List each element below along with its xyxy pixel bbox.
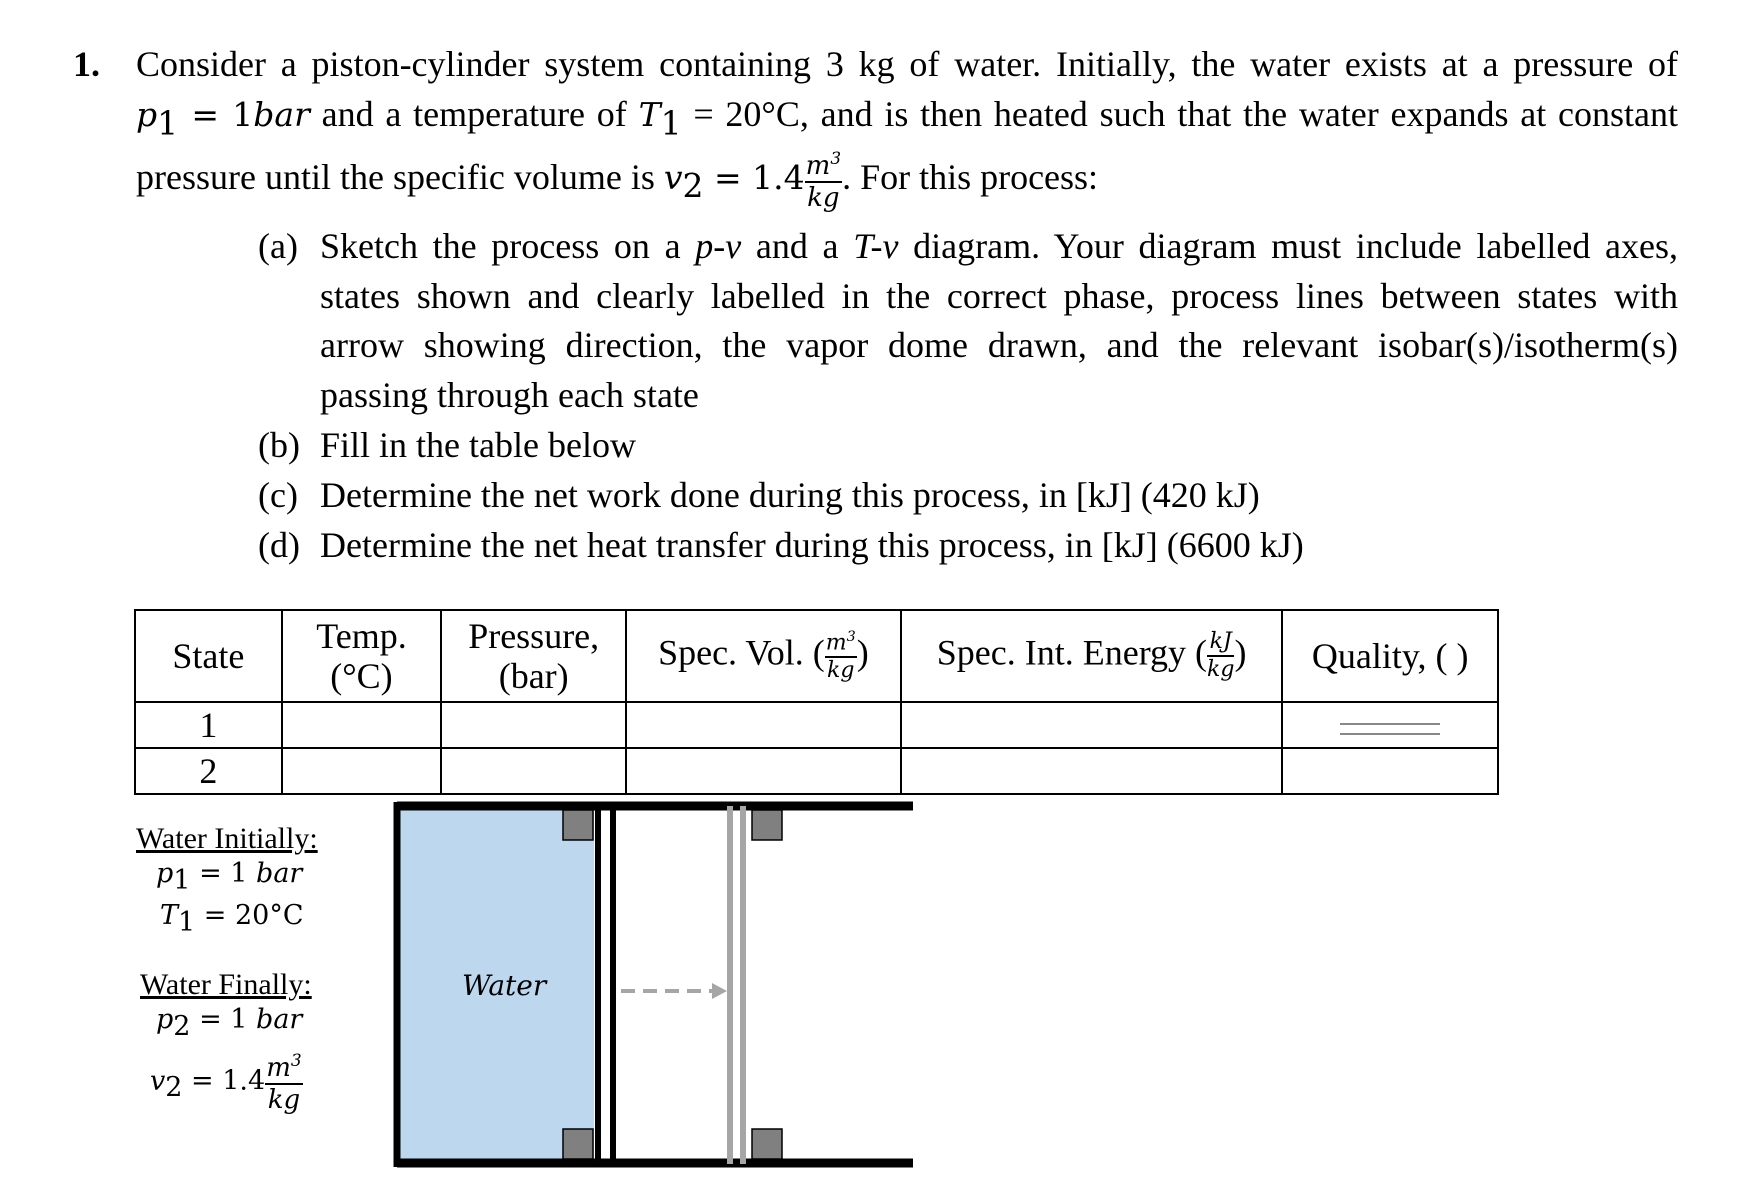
initial-title: Water Initially: bbox=[136, 822, 318, 855]
piston-initial-plate-1 bbox=[595, 806, 601, 1164]
question-line-1-text: Consider a piston-cylinder system containing 3 kg of water. Initially, the water exists at a pressure of bbox=[136, 44, 1678, 84]
stop-top-right bbox=[752, 810, 782, 840]
stop-bottom-right bbox=[752, 1129, 782, 1159]
part-b-text: Fill in the table below bbox=[320, 425, 636, 465]
part-a-label: (a) bbox=[258, 226, 298, 266]
initial-temperature: $T_1 = 20^\circ C$ bbox=[160, 899, 304, 938]
final-title: Water Finally: bbox=[140, 968, 312, 1001]
part-d-text: Determine the net heat transfer during this process, in [kJ] (6600 kJ) bbox=[320, 525, 1304, 565]
final-specific-volume: $v_2 = 1.4$ $\frac{m^3}{kg}$ bbox=[150, 1049, 302, 1115]
part-d-label: (d) bbox=[258, 525, 300, 565]
header-state: State bbox=[135, 610, 282, 702]
piston-initial-plate-2 bbox=[610, 806, 616, 1164]
part-b-label: (b) bbox=[258, 425, 300, 465]
stop-top-left bbox=[563, 810, 593, 840]
initial-pressure: $p_1 = 1$ bar bbox=[156, 858, 303, 896]
header-spec-vol: Spec. Vol. ( $\frac{m^3}{kg}$ ) bbox=[626, 610, 901, 702]
header-temp: Temp. (°C) bbox=[282, 610, 442, 702]
part-c-label: (c) bbox=[258, 475, 298, 515]
part-c-text: Determine the net work done during this process, in [kJ] (420 kJ) bbox=[320, 475, 1260, 515]
part-a-line-4: passing through each state bbox=[320, 375, 699, 415]
question-line-2: 𝑝$_1$ = 1bar and a temperature of $T_1 = 20^\circ C$, and is then heated such that the water expands at constant bbox=[136, 94, 1678, 143]
header-pressure: Pressure, (bar) bbox=[441, 610, 626, 702]
stop-bottom-left bbox=[563, 1129, 593, 1159]
piston-final-plate-2 bbox=[740, 806, 746, 1164]
state-cell: 2 bbox=[135, 748, 282, 794]
part-a-line-3: arrow showing direction, the vapor dome drawn, and the relevant isobar(s)/isotherm(s) bbox=[320, 325, 1678, 365]
final-pressure: $p_2 = 1$ bar bbox=[156, 1004, 303, 1042]
piston-motion-arrowhead bbox=[712, 983, 727, 999]
specific-volume-fraction: $\frac{m^3}{kg}$ bbox=[805, 148, 842, 214]
piston-final-plate-1 bbox=[727, 806, 733, 1164]
part-a-line-2: states shown and clearly labelled in the correct phase, process lines between states with bbox=[320, 276, 1678, 316]
part-a-line-1: Sketch the process on a p-v and a T-v diagram. Your diagram must include labelled axes, bbox=[320, 226, 1679, 266]
state-cell: 1 bbox=[135, 702, 282, 748]
header-spec-int-energy: Spec. Int. Energy ( $\frac{kJ}{kg}$ ) bbox=[901, 610, 1283, 702]
question-line-3: pressure until the specific volume is $v_2 = 1.4$ $\frac{m^3}{kg}$ . For this process: bbox=[136, 148, 1099, 214]
question-number: 1. bbox=[73, 44, 100, 84]
header-quality: Quality, ( ) bbox=[1282, 610, 1498, 702]
water-label: Water bbox=[462, 969, 547, 1002]
